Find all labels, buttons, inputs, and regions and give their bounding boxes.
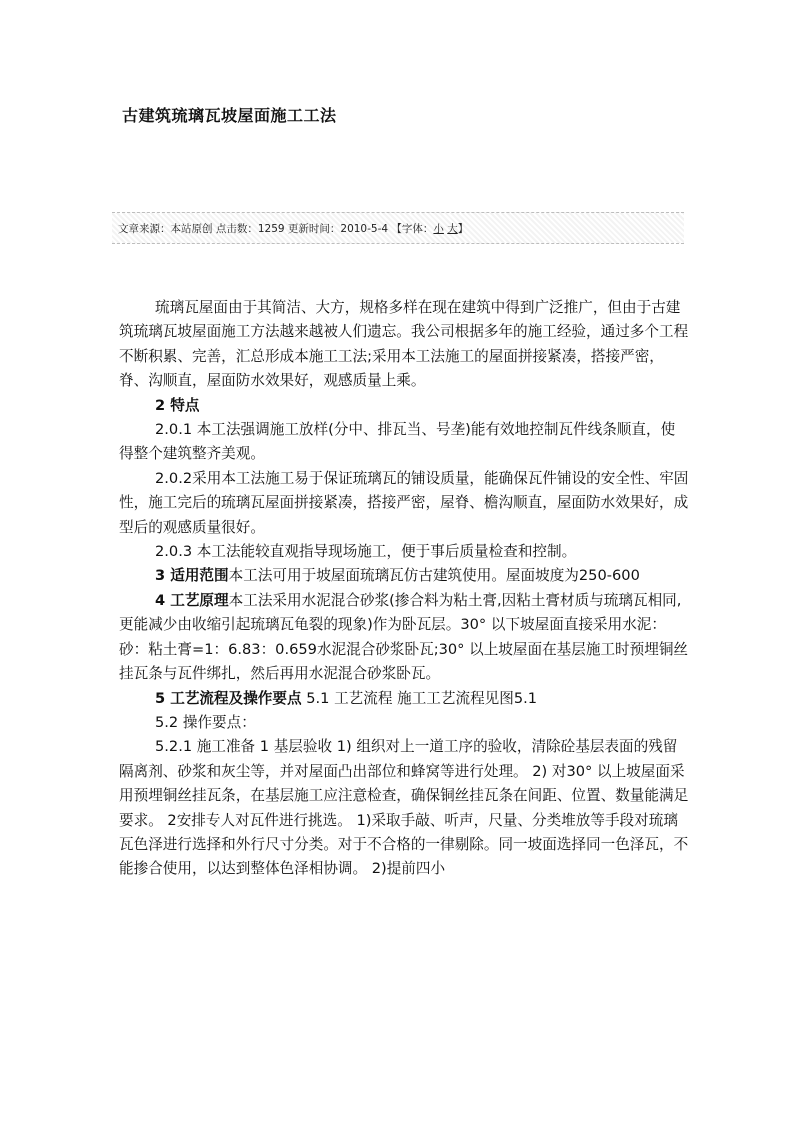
- paragraph-section-5: [119, 687, 689, 711]
- paragraph-section-4: [119, 589, 689, 687]
- meta-suffix: 】: [457, 223, 469, 235]
- paragraph-section-3: [119, 564, 689, 588]
- article-meta-bar: [112, 212, 684, 244]
- paragraph-5-2: 5.2 操作要点：: [155, 713, 256, 731]
- paragraph-2-0-2: 2.0.2采用本工法施工易于保证琉璃瓦的铺设质量，能确保瓦件铺设的安全性、牢固性，施工完后的琉璃瓦屋面拼接紧凑，搭接严密，屋脊、檐沟顺直，屋面防水效果好，成型后的观感质量很好。: [119, 469, 689, 536]
- font-size-large-link[interactable]: 大: [447, 223, 458, 235]
- article-meta: [118, 221, 468, 236]
- article-body: [119, 296, 689, 882]
- article-title: 古建筑琉璃瓦坡屋面施工工法: [122, 106, 337, 125]
- meta-info: 文章来源：本站原创 点击数：1259 更新时间：2010-5-4 【字体：: [118, 223, 434, 235]
- paragraph-5-2-1: 5.2.1 施工准备 1 基层验收 1) 组织对上一道工序的验收，清除砼基层表面的残留隔离剂、砂浆和灰尘等，并对屋面凸出部位和蜂窝等进行处理。 2) 对30° 以上坡屋面采用预埋铜丝挂瓦条，在基层施工应注意检查，确保铜丝挂瓦条在间距、位置、数量能满足要求。 2安排专人对瓦件进行挑选。 1)采取手敲、听声，尺量、分类堆放等手段对琉璃瓦色泽进行选择和外行尺寸分类。对于不合格的一律剔除。同一坡面选择同一色泽瓦，不能掺合使用，以达到整体色泽相协调。 2)提前四小: [119, 738, 689, 878]
- section-heading-2: 2 特点: [155, 396, 200, 414]
- paragraph-intro: 琉璃瓦屋面由于其简洁、大方，规格多样在现在建筑中得到广泛推广，但由于古建筑琉璃瓦坡屋面施工方法越来越被人们遗忘。我公司根据多年的施工经验，通过多个工程不断积累、完善，汇总形成本施工工法;采用本工法施工的屋面拼接紧凑，搭接严密，脊、沟顺直，屋面防水效果好，观感质量上乘。: [119, 299, 689, 390]
- font-size-small-link[interactable]: 小: [433, 223, 444, 235]
- section-heading-5: 5 工艺流程及操作要点: [155, 689, 302, 707]
- paragraph-2-0-3: 2.0.3 本工法能较直观指导现场施工，便于事后质量检查和控制。: [155, 543, 577, 561]
- section-heading-3: 3 适用范围: [155, 567, 229, 585]
- section-5-text: 5.1 工艺流程 施工工艺流程见图5.1: [301, 689, 538, 707]
- paragraph-2-0-1: 2.0.1 本工法强调施工放样(分中、排瓦当、号垄)能有效地控制瓦件线条顺直，使得整个建筑整齐美观。: [119, 421, 676, 463]
- section-heading-4: 4 工艺原理: [155, 591, 229, 609]
- section-4-text: 本工法采用水泥混合砂浆(掺合料为粘土膏,因粘土膏材质与琉璃瓦相同,更能减少由收缩引起琉璃瓦龟裂的现象)作为卧瓦层。30° 以下坡屋面直接采用水泥：砂：粘土膏=1：6.83：0.659水泥混合砂浆卧瓦;30° 以上坡屋面在基层施工时预埋铜丝挂瓦条与瓦件绑扎，然后再用水泥混合砂浆卧瓦。: [119, 591, 689, 683]
- section-3-text: 本工法可用于坡屋面琉璃瓦仿古建筑使用。屋面坡度为250-600: [228, 567, 640, 585]
